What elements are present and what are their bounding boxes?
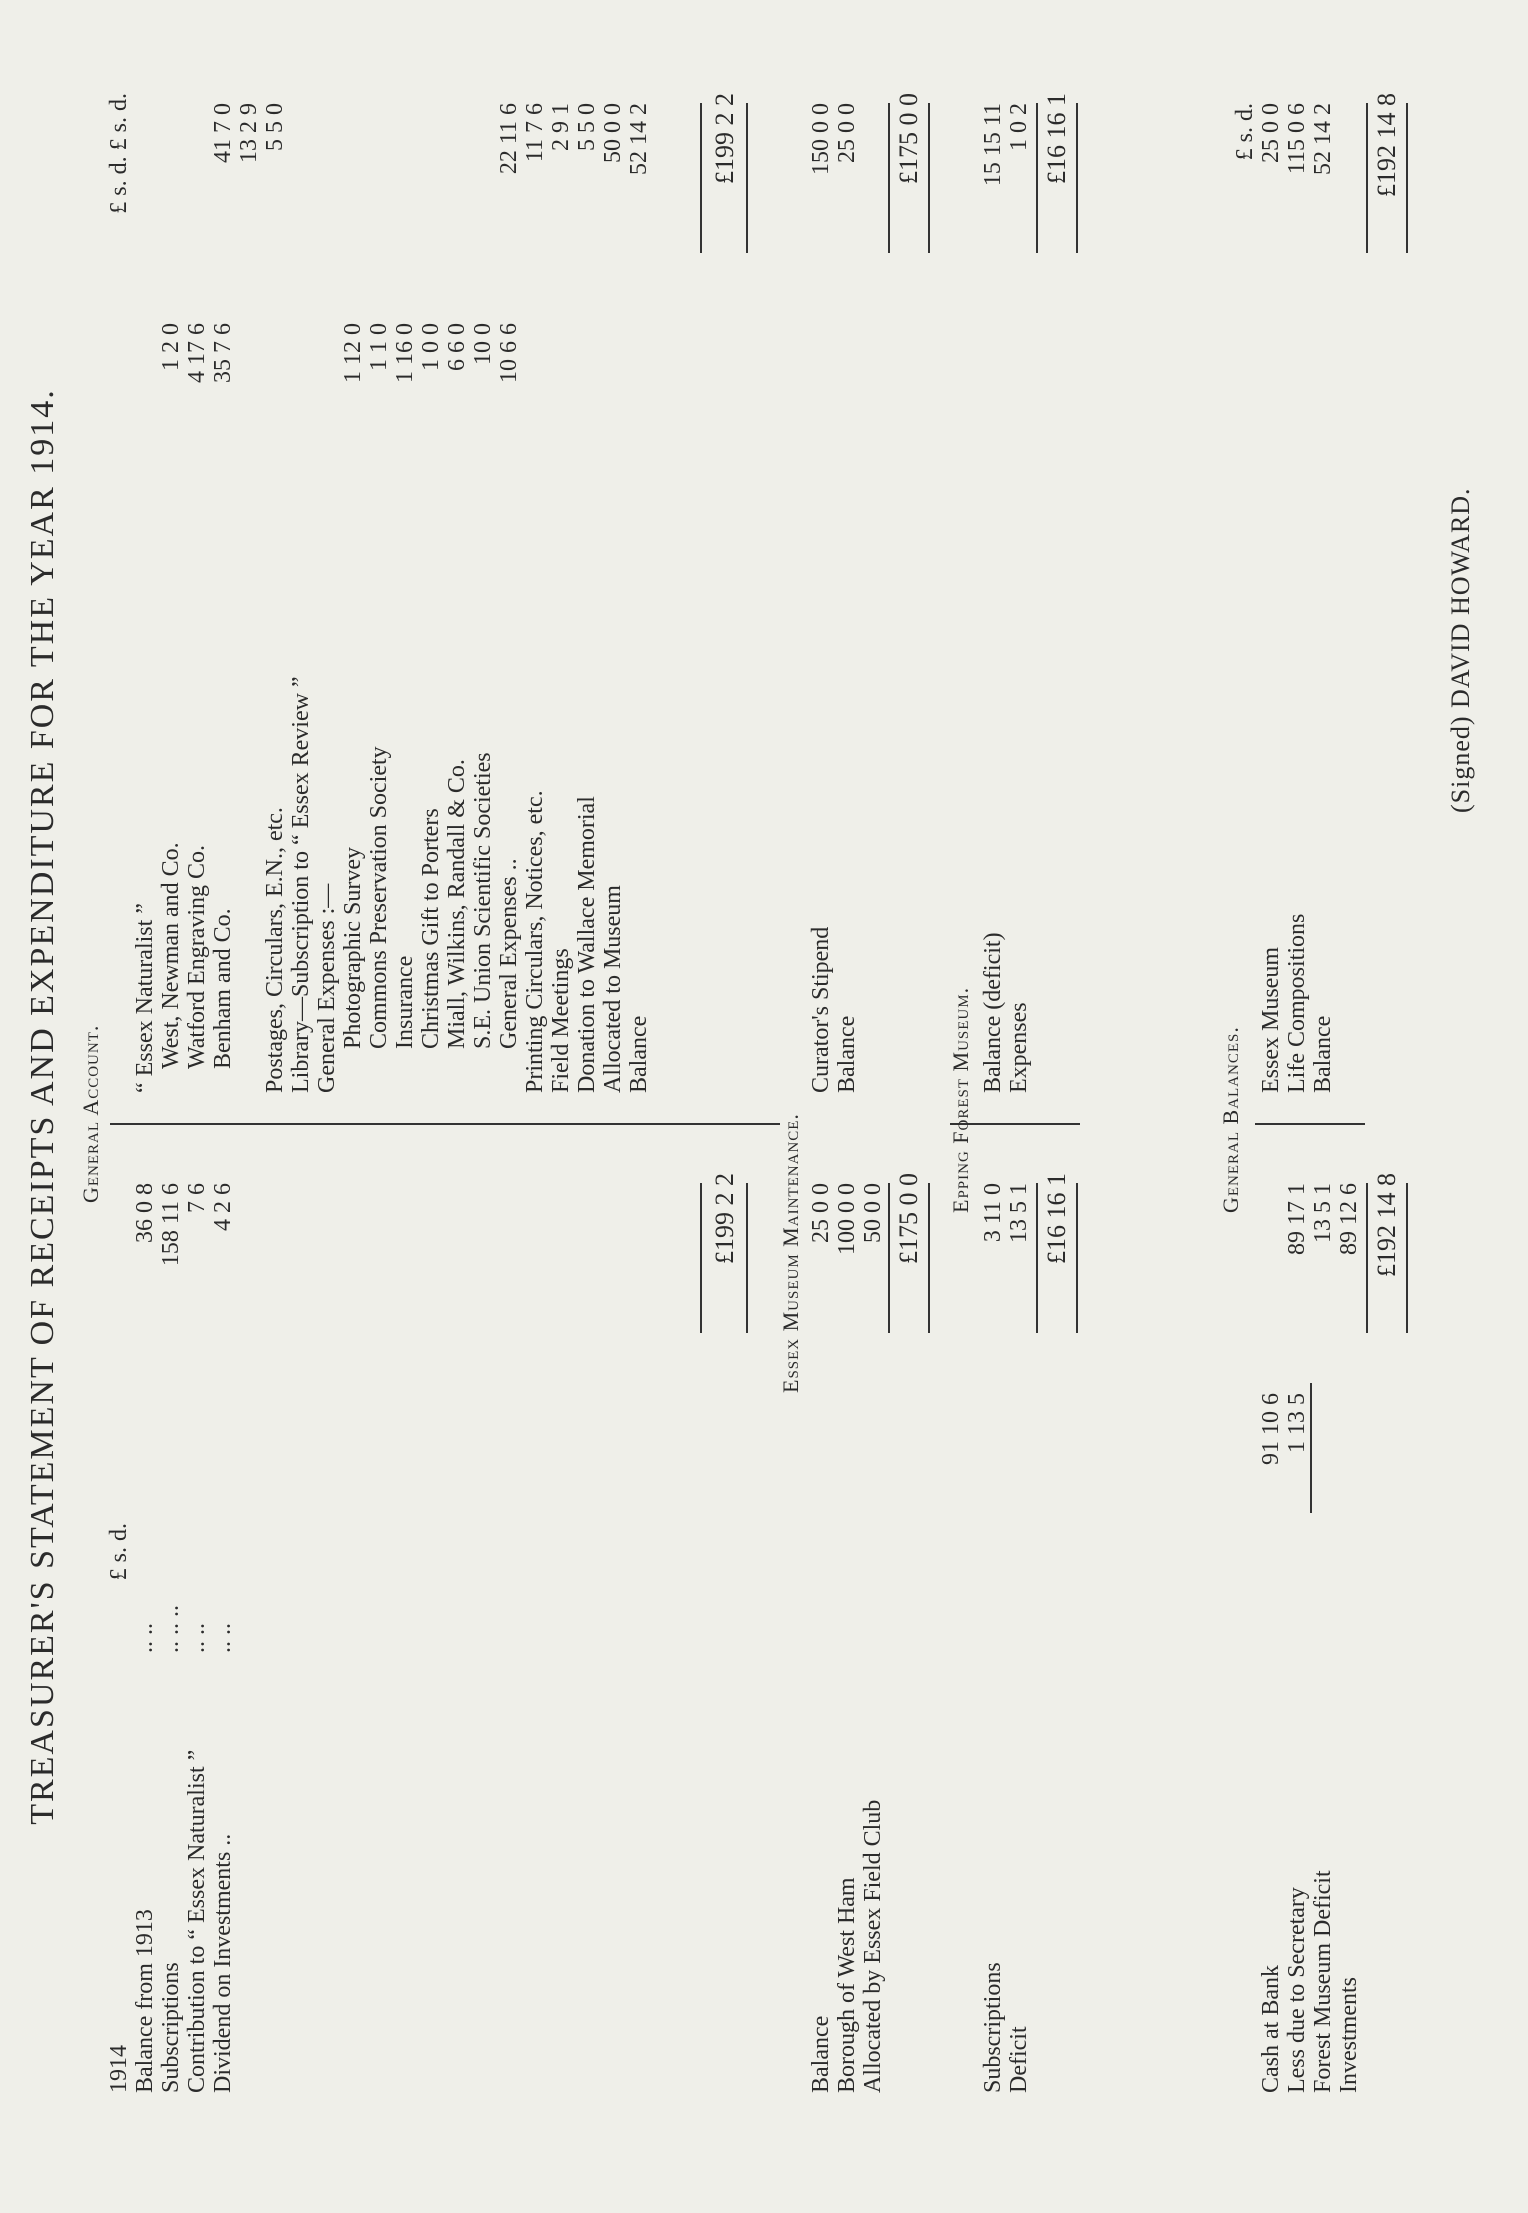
museum-receipts-total: £175 0 0 [894, 1173, 923, 1264]
expenditure-label: Christmas Gift to Porters [418, 808, 444, 1049]
general-account-heading: General Account. [78, 1024, 103, 1203]
expenditure-row [522, 93, 548, 1093]
ledger-label: Essex Museum [1258, 947, 1284, 1093]
expenditure-row [158, 93, 184, 1093]
expenditure-label: Balance [626, 1015, 652, 1093]
expenditure-label: Library—Subscription to “ Essex Review ” [288, 676, 314, 1093]
expenditure-label: Watford Engraving Co. [184, 844, 210, 1069]
expenditure-sub-amount: 1 0 0 [418, 323, 444, 371]
ledger-amount: 89 17 1 [1284, 1183, 1310, 1255]
expenditure-row [548, 93, 574, 1093]
expenditure-label: General Expenses :— [314, 883, 340, 1093]
ledger-label: Curator's Stipend [808, 926, 834, 1093]
expenditure-label: Allocated to Museum [600, 885, 626, 1093]
ledger-label: Balance [834, 1015, 860, 1093]
expenditure-sub-amount: 10 6 6 [496, 323, 522, 383]
general-expenditure-total: £199 2 2 [710, 93, 739, 184]
expenditure-col-head: £ s. d. £ s. d. [106, 93, 132, 214]
ledger-sub-amount: 1 13 5 [1284, 1393, 1310, 1453]
ledger-label: Life Compositions [1284, 913, 1310, 1093]
expenditure-sub-amount: 1 12 0 [340, 323, 366, 383]
forest-receipts-total: £16 16 1 [1042, 1173, 1071, 1264]
expenditure-sub-amount: 4 17 6 [184, 323, 210, 383]
expenditure-row [626, 93, 652, 1093]
ledger-label: Balance [808, 2015, 834, 2093]
receipt-row [210, 1183, 236, 2093]
ledger-row [1310, 1173, 1336, 2093]
museum-maintenance-heading: Essex Museum Maintenance. [778, 1113, 803, 1393]
ledger-amount: 25 0 0 [808, 1183, 834, 1243]
expenditure-row [366, 93, 392, 1093]
expenditure-label: West, Newman and Co. [158, 842, 184, 1069]
balances-col-head-wrap [1232, 103, 1258, 1093]
receipt-label: Contribution to “ Essex Naturalist ” [184, 1749, 210, 2093]
expenditure-sub-amount: 6 6 0 [444, 323, 470, 371]
expenditure-row [496, 93, 522, 1093]
general-balances-heading: General Balances. [1218, 1026, 1243, 1213]
general-expenditure [106, 93, 652, 1093]
expenditure-label: Benham and Co. [210, 908, 236, 1069]
receipt-amount: 7 6 [184, 1183, 210, 1213]
expenditure-row [600, 93, 626, 1093]
ledger-amount: 13 5 1 [1006, 1183, 1032, 1243]
expenditure-row [288, 93, 314, 1093]
ledger-row [980, 1173, 1006, 2093]
expenditure-row [184, 93, 210, 1093]
ledger-row [1006, 103, 1032, 1093]
expenditure-row [470, 93, 496, 1093]
museum-expenditure-total: £175 0 0 [894, 93, 923, 184]
expenditure-row [444, 93, 470, 1093]
ledger-amount: 3 11 0 [980, 1183, 1006, 1243]
museum-expenditure [808, 103, 860, 1093]
ledger-amount: 13 5 1 [1310, 1183, 1336, 1243]
ledger-row [808, 103, 834, 1093]
expenditure-row [574, 93, 600, 1093]
expenditure-amount: 52 14 2 [626, 103, 652, 175]
expenditure-row [236, 93, 262, 1093]
receipt-amount: 4 2 6 [210, 1183, 236, 1231]
expenditure-sub-amount: 1 16 0 [392, 323, 418, 383]
signature: (Signed) DAVID HOWARD. [1446, 487, 1475, 813]
ledger-amount: 15 15 11 [980, 103, 1006, 187]
ledger-row [860, 1173, 886, 2093]
statement-title: TREASURER'S STATEMENT OF RECEIPTS AND EXPENDITURE FOR THE YEAR 1914. [24, 388, 61, 1825]
expenditure-label: Postages, Circulars, E.N., etc. [262, 807, 288, 1093]
ledger-row [1258, 103, 1284, 1093]
expenditure-sub-amount: 10 0 [470, 323, 496, 365]
balances-divider [1255, 1123, 1365, 1125]
ledger-amount: 25 0 0 [1258, 103, 1284, 163]
receipts-year: 1914 [106, 2045, 132, 2093]
expenditure-label: “ Essex Naturalist ” [132, 903, 158, 1093]
receipt-label: Dividend on Investments .. [210, 1833, 236, 2093]
ledger-label: Balance [1310, 1015, 1336, 1093]
ledger-label: Balance (deficit) [980, 932, 1006, 1093]
forest-expenditure [980, 103, 1032, 1093]
expenditure-sub-amount: 35 7 6 [210, 323, 236, 383]
expenditure-label: Donation to Wallace Memorial [574, 796, 600, 1093]
ledger-label: Deficit [1006, 2026, 1032, 2093]
receipt-row [184, 1183, 210, 2093]
balances-receipts [1258, 1173, 1362, 2093]
receipt-label: Balance from 1913 [132, 1909, 158, 2093]
ledger-label: Forest Museum Deficit [1310, 1870, 1336, 2093]
ledger-amount: 52 14 2 [1310, 103, 1336, 175]
general-receipts-total: £199 2 2 [710, 1173, 739, 1264]
expenditure-sub-amount: 1 2 0 [158, 323, 184, 371]
ledger-label: Less due to Secretary [1284, 1887, 1310, 2093]
expenditure-amount: 11 7 6 [522, 103, 548, 163]
ledger-amount: 89 12 6 [1336, 1183, 1362, 1255]
ledger-amount: 25 0 0 [834, 103, 860, 163]
ledger-amount: 1 0 2 [1006, 103, 1032, 151]
expenditure-label: Miall, Wilkins, Randall & Co. [444, 759, 470, 1049]
ledger-amount: 50 0 0 [860, 1183, 886, 1243]
expenditure-row [314, 93, 340, 1093]
ledger-row [834, 1173, 860, 2093]
ledger-label: Allocated by Essex Field Club [860, 1799, 886, 2093]
ledger-label: Borough of West Ham [834, 1877, 860, 2093]
ledger-amount: 115 0 6 [1284, 103, 1310, 175]
receipt-label: Subscriptions [158, 1962, 184, 2093]
ledger-label: Investments [1336, 1977, 1362, 2093]
ledger-row [980, 103, 1006, 1093]
receipt-dots: .. .. .. [158, 1605, 184, 1653]
balances-expenditure-total: £192 14 8 [1372, 93, 1401, 197]
ledger-row [834, 103, 860, 1093]
receipt-dots: .. .. [132, 1623, 158, 1653]
expenditure-row [132, 93, 158, 1093]
expenditure-amount: 5 5 0 [574, 103, 600, 151]
expenditure-label: Field Meetings [548, 948, 574, 1093]
ledger-amount: 100 0 0 [834, 1183, 860, 1255]
expenditure-label: Insurance [392, 955, 418, 1049]
expenditure-label: S.E. Union Scientific Societies [470, 752, 496, 1049]
receipt-row [132, 1183, 158, 2093]
expenditure-amount: 22 11 6 [496, 103, 522, 175]
receipts-col-head: £ s. d. [106, 1523, 132, 1581]
expenditure-row [340, 93, 366, 1093]
balances-col-head: £ s. d. [1232, 103, 1258, 161]
forest-receipts [980, 1173, 1032, 2093]
receipt-amount: 158 11 6 [158, 1183, 184, 1267]
expenditure-label: Commons Preservation Society [366, 746, 392, 1049]
balances-receipts-total: £192 14 8 [1372, 1173, 1401, 1277]
ledger-label: Cash at Bank [1258, 1965, 1284, 2093]
expenditure-row [392, 93, 418, 1093]
expenditure-amount: 50 0 0 [600, 103, 626, 163]
expenditure-label: General Expenses .. [496, 858, 522, 1049]
expenditure-row [418, 93, 444, 1093]
balances-expenditure [1258, 103, 1336, 1093]
expenditure-row [262, 93, 288, 1093]
expenditure-label: Photographic Survey [340, 847, 366, 1049]
expenditure-label: Printing Circulars, Notices, etc. [522, 790, 548, 1093]
ledger-label: Expenses [1006, 1002, 1032, 1093]
ledger-amount: 150 0 0 [808, 103, 834, 175]
epping-forest-heading: Epping Forest Museum. [948, 986, 973, 1213]
ledger-row [1284, 103, 1310, 1093]
ledger-row [1336, 1173, 1362, 2093]
ledger-row [1310, 103, 1336, 1093]
receipt-dots: .. .. [184, 1623, 210, 1653]
expenditure-amount: 5 5 0 [262, 103, 288, 151]
receipt-amount: 36 0 8 [132, 1183, 158, 1243]
expenditure-amount: 2 9 1 [548, 103, 574, 151]
receipt-row [158, 1183, 184, 2093]
ledger-row [1284, 1173, 1310, 2093]
general-receipts [106, 1183, 236, 2093]
museum-receipts [808, 1173, 886, 2093]
receipt-dots: .. .. [210, 1623, 236, 1653]
ledger-label: Subscriptions [980, 1962, 1006, 2093]
expenditure-sub-amount: 1 1 0 [366, 323, 392, 371]
expenditure-row [210, 93, 236, 1093]
ledger-row [1006, 1173, 1032, 2093]
expenditure-amount: 13 2 9 [236, 103, 262, 163]
ledger-row [808, 1173, 834, 2093]
account-divider [110, 1123, 780, 1125]
ledger-row [1258, 1173, 1284, 2093]
expenditure-amount: 41 7 0 [210, 103, 236, 163]
forest-expenditure-total: £16 16 1 [1042, 93, 1071, 184]
ledger-sub-amount: 91 10 6 [1258, 1393, 1284, 1465]
